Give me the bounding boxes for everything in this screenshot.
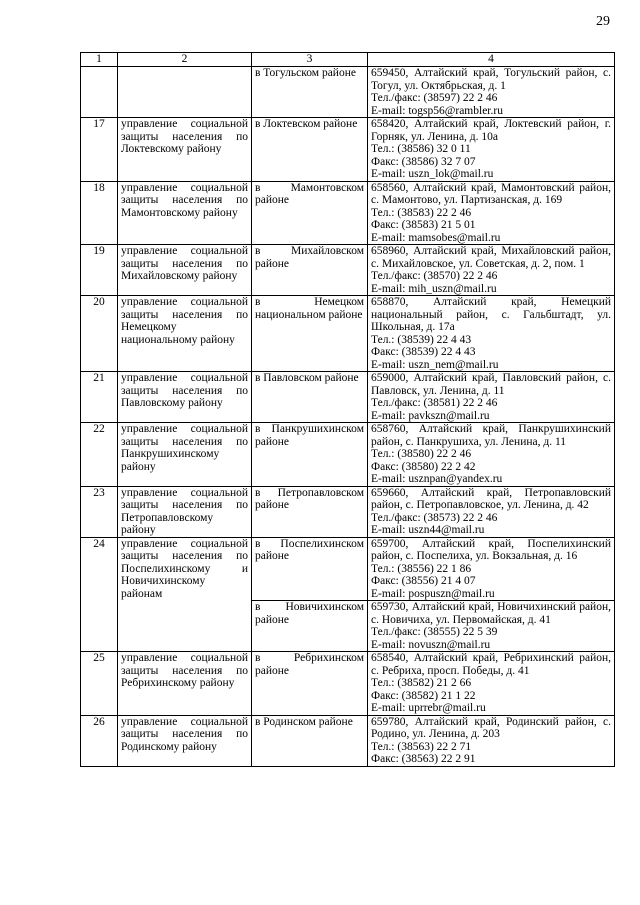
- district-name: в Новичихинском районе: [252, 601, 368, 652]
- contact-info: [368, 486, 615, 537]
- contact-line: Факс: (38586) 32 7 07: [371, 155, 476, 168]
- postal-address: 659730, Алтайский край, Новичихинский район, с. Новичиха, ул. Первомайская, д. 41: [371, 601, 611, 626]
- row-number: 25: [81, 652, 118, 716]
- organization-name: управление социальной защиты населения по Петропавловскому району: [118, 486, 252, 537]
- contact-line: E-mail: pavkszn@mail.ru: [371, 409, 490, 422]
- contact-line: E-mail: uszn44@mail.ru: [371, 524, 485, 536]
- table-row: [81, 296, 615, 372]
- row-number: [81, 67, 118, 118]
- contact-line: Факс: (38582) 21 1 22: [371, 689, 476, 702]
- table-row: [81, 537, 615, 601]
- contact-line: Тел./факс: (38570) 22 2 46: [371, 270, 498, 282]
- contact-line: Факс: (38580) 22 2 42: [371, 460, 476, 473]
- contact-line: Тел./факс: (38555) 22 5 39: [371, 626, 498, 638]
- table-row: [81, 423, 615, 487]
- contact-line: Тел.: (38563) 22 2 71: [371, 740, 472, 753]
- contact-line: E-mail: novuszn@mail.ru: [371, 638, 491, 651]
- row-number: 19: [81, 245, 118, 296]
- organization-name: управление социальной защиты населения по Михайловскому району: [118, 245, 252, 296]
- table-row: [81, 652, 615, 716]
- contact-line: Тел./факс: (38581) 22 2 46: [371, 397, 498, 409]
- district-name: в Поспелихинском районе: [252, 537, 368, 601]
- row-number: 21: [81, 372, 118, 423]
- contact-info: [368, 601, 615, 652]
- contact-line: Тел.: (38539) 22 4 43: [371, 333, 472, 346]
- table-row: [81, 118, 615, 182]
- organization-name: управление социальной защиты населения по Родинскому району: [118, 715, 252, 766]
- district-name: в Локтевском районе: [252, 118, 368, 182]
- column-header: 4: [368, 53, 615, 67]
- organization-name: управление социальной защиты населения по Поспелихинскому и Новичихинскому районам: [118, 537, 252, 652]
- organization-name: управление социальной защиты населения по Панкрушихинскому району: [118, 423, 252, 487]
- postal-address: 658560, Алтайский край, Мамонтовский район, с. Мамонтово, ул. Партизанская, д. 169: [371, 181, 611, 206]
- district-name: в Петропавловском районе: [252, 486, 368, 537]
- organization-name: управление социальной защиты населения по Немецкому национальному району: [118, 296, 252, 372]
- row-number: 18: [81, 181, 118, 245]
- district-name: в Михайловском районе: [252, 245, 368, 296]
- column-header: 3: [252, 53, 368, 67]
- contact-info: [368, 372, 615, 423]
- column-header: 1: [81, 53, 118, 67]
- row-number: 24: [81, 537, 118, 652]
- district-name: в Панкрушихинском районе: [252, 423, 368, 487]
- organization-name: [118, 67, 252, 118]
- contact-line: E-mail: pospuszn@mail.ru: [371, 587, 495, 600]
- organization-name: управление социальной защиты населения по Павловскому району: [118, 372, 252, 423]
- contact-info: [368, 423, 615, 487]
- row-number: 20: [81, 296, 118, 372]
- contact-info: [368, 296, 615, 372]
- contact-line: Тел.: (38582) 21 2 66: [371, 677, 472, 689]
- contact-line: E-mail: uprrebr@mail.ru: [371, 702, 486, 714]
- table-row: [81, 67, 615, 118]
- contact-line: E-mail: mih_uszn@mail.ru: [371, 282, 497, 295]
- contact-line: E-mail: usznpan@yandex.ru: [371, 473, 503, 485]
- row-number: 23: [81, 486, 118, 537]
- postal-address: 658870, Алтайский край, Немецкий национальный район, с. Гальбштадт, ул. Школьная, д. 17а: [371, 296, 611, 333]
- contact-info: [368, 715, 615, 766]
- table-row: [81, 372, 615, 423]
- contact-line: Тел./факс: (38597) 22 2 46: [371, 92, 498, 104]
- postal-address: 659450, Алтайский край, Тогульский район, с. Тогул, ул. Октябрьская, д. 1: [371, 67, 611, 92]
- contact-line: Тел.: (38556) 22 1 86: [371, 562, 472, 575]
- contact-line: E-mail: uszn_lok@mail.ru: [371, 168, 494, 180]
- table-row: [81, 486, 615, 537]
- contact-line: E-mail: mamsobes@mail.ru: [371, 231, 501, 244]
- district-name: в Павловском районе: [252, 372, 368, 423]
- organization-name: управление социальной защиты населения по Локтевскому району: [118, 118, 252, 182]
- table-row: [81, 181, 615, 245]
- row-number: 26: [81, 715, 118, 766]
- organization-name: управление социальной защиты населения по Мамонтовскому району: [118, 181, 252, 245]
- contact-line: Факс: (38583) 21 5 01: [371, 219, 476, 231]
- contact-line: E-mail: uszn_nem@mail.ru: [371, 358, 499, 371]
- contact-line: E-mail: togsp56@rambler.ru: [371, 104, 503, 117]
- postal-address: 658420, Алтайский край, Локтевский район, г. Горняк, ул. Ленина, д. 10а: [371, 118, 611, 143]
- contact-info: [368, 67, 615, 118]
- organization-name: управление социальной защиты населения по Ребрихинскому району: [118, 652, 252, 716]
- table-row: [81, 245, 615, 296]
- contact-line: Тел.: (38583) 22 2 46: [371, 206, 472, 219]
- contact-line: Тел.: (38580) 22 2 46: [371, 448, 472, 460]
- row-number: 22: [81, 423, 118, 487]
- postal-address: 659700, Алтайский край, Поспелихинский район, с. Поспелиха, ул. Вокзальная, д. 16: [371, 537, 611, 562]
- page-number: 29: [596, 14, 610, 29]
- contact-line: Факс: (38563) 22 2 91: [371, 753, 476, 765]
- district-name: в Мамонтовском районе: [252, 181, 368, 245]
- table-row: [81, 715, 615, 766]
- contact-info: [368, 245, 615, 296]
- agency-table: [80, 52, 615, 767]
- column-header: 2: [118, 53, 252, 67]
- contact-info: [368, 652, 615, 716]
- district-name: в Родинском районе: [252, 715, 368, 766]
- district-name: в Ребрихинском районе: [252, 652, 368, 716]
- district-name: в Тогульском районе: [252, 67, 368, 118]
- contact-info: [368, 118, 615, 182]
- postal-address: 658760, Алтайский край, Панкрушихинский район, с. Панкрушиха, ул. Ленина, д. 11: [371, 423, 611, 448]
- postal-address: 658540, Алтайский край, Ребрихинский район, с. Ребриха, просп. Победы, д. 41: [371, 652, 611, 677]
- postal-address: 659660, Алтайский край, Петропавловский район, с. Петропавловское, ул. Ленина, д. 42: [371, 486, 611, 511]
- contact-line: Тел./факс: (38573) 22 2 46: [371, 511, 498, 524]
- contact-info: [368, 537, 615, 601]
- contact-line: Факс: (38539) 22 4 43: [371, 346, 476, 358]
- district-name: в Немецком национальном районе: [252, 296, 368, 372]
- postal-address: 659000, Алтайский край, Павловский район, с. Павловск, ул. Ленина, д. 11: [371, 372, 611, 397]
- contact-info: [368, 181, 615, 245]
- postal-address: 658960, Алтайский край, Михайловский район, с. Михайловское, ул. Советская, д. 2, пом. 1: [371, 245, 611, 270]
- row-number: 17: [81, 118, 118, 182]
- contact-line: Тел.: (38586) 32 0 11: [371, 143, 471, 155]
- contact-line: Факс: (38556) 21 4 07: [371, 575, 476, 587]
- postal-address: 659780, Алтайский край, Родинский район, с. Родино, ул. Ленина, д. 203: [371, 715, 611, 740]
- table-header-row: [81, 53, 615, 67]
